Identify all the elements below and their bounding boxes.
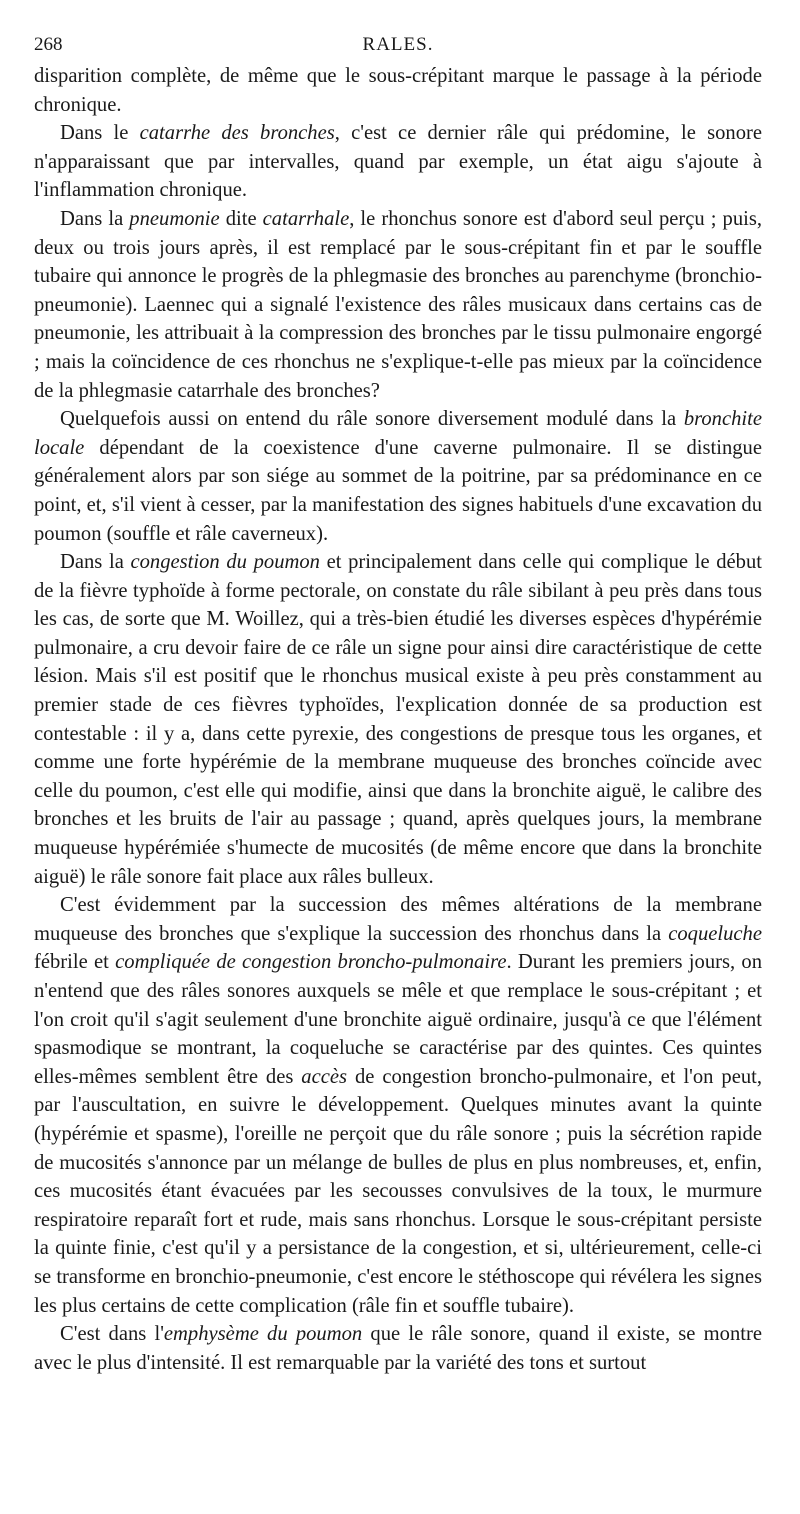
text-run: Quelquefois aussi on entend du râle sonore diversement modulé dans la: [60, 408, 684, 431]
running-title: RALES.: [362, 34, 434, 55]
text-run: C'est évidemment par la succession des mêmes altérations de la membrane muqueuse des bronches que s'explique la succession des rhonchus dans la: [34, 894, 762, 945]
paragraph: [34, 119, 762, 205]
text-run: dépendant de la coexistence d'une caverne pulmonaire. Il se distingue généralement alors par son siége au sommet de la poitrine, par sa prédominance en ce point, et, s'il vient à cesser, par la manifestation des signes habituels d'une excavation du poumon (souffle et râle caverneux).: [34, 436, 762, 545]
paragraph: [34, 405, 762, 548]
body-text: [34, 62, 762, 1377]
italic-term: congestion du poumon: [130, 551, 320, 574]
text-run: que le râle sonore, quand il existe, se montre avec le plus d'intensité. Il est remarquable par la variété des tons et surtout: [34, 1323, 762, 1374]
text-run: Dans la: [60, 207, 130, 230]
italic-term: catarrhale: [262, 207, 350, 230]
text-run: . Durant les premiers jours, on n'entend que des râles sonores auxquels se mêle et que remplace le sous-crépitant ; et l'on croit qu'il s'agit seulement d'une bronchite aiguë ordinaire, jusqu'à ce que l'élément spasmodique se montrant, la coqueluche se caractérise par des quintes. Ces quintes elles-mêmes semblent être des: [34, 951, 763, 1088]
text-run: disparition complète, de même que le sous-crépitant marque le passage à la période chronique.: [34, 65, 762, 116]
paragraph: [34, 62, 762, 119]
paragraph: [34, 205, 762, 405]
italic-term: compliquée de congestion broncho-pulmonaire: [115, 951, 507, 974]
text-run: Dans la: [60, 551, 131, 574]
text-run: Dans le: [60, 122, 140, 145]
italic-term: pneumonie: [129, 207, 220, 230]
italic-term: accès: [301, 1065, 348, 1088]
paragraph: [34, 891, 762, 1320]
text-run: , le rhonchus sonore est d'abord seul perçu ; puis, deux ou trois jours après, il est remplacé par le sous-crépitant fin et par le souffle tubaire qui annonce le progrès de la phlegmasie des bronches au parenchyme (bronchio-pneumonie). Laennec qui a signalé l'existence des râles musicaux dans certains cas de pneumonie, les attribuait à la compression des bronches par le tissu pulmonaire engorgé ; mais la coïncidence de ces rhonchus ne s'explique-t-elle pas mieux par la coïncidence de la phlegmasie catarrhale des bronches?: [34, 207, 763, 402]
paragraph: [34, 1320, 762, 1377]
text-run: fébrile et: [34, 951, 116, 974]
text-run: dite: [219, 207, 263, 230]
italic-term: emphysème du poumon: [163, 1323, 363, 1346]
text-run: de congestion broncho-pulmonaire, et l'on peut, par l'auscultation, en suivre le développement. Quelques minutes avant la quinte (hypérémie et spasme), l'oreille ne perçoit que du râle sonore ; puis la sécrétion rapide de mucosités s'annonce par un mélange de bulles de plus en plus nombreuses, et, enfin, ces mucosités étant évacuées par les secousses convulsives de la toux, le murmure respiratoire reparaît fort et rude, mais sans rhonchus. Lorsque le sous-crépitant persiste la quinte finie, c'est qu'il y a persistance de la congestion, et si, ultérieurement, celle-ci se transforme en bronchio-pneumonie, c'est encore le stéthoscope qui révélera les signes les plus certains de cette complication (râle fin et souffle tubaire).: [34, 1065, 763, 1317]
page-number: 268: [34, 34, 63, 55]
text-run: C'est dans l': [60, 1323, 164, 1346]
italic-term: catarrhe des bronches: [139, 122, 335, 145]
running-head: [34, 28, 762, 62]
text-run: , c'est ce dernier râle qui prédomine, le sonore n'apparaissant que par intervalles, quand par exemple, un état aigu s'ajoute à l'inflammation chronique.: [34, 122, 763, 202]
italic-term: coqueluche: [668, 922, 762, 945]
paragraph: [34, 548, 762, 891]
italic-term: bronchite locale: [34, 408, 762, 459]
text-run: et principalement dans celle qui complique le début de la fièvre typhoïde à forme pectorale, on constate du râle sibilant à peu près dans tous les cas, de sorte que M. Woillez, qui a très-bien étudié les diverses espèces d'hypérémie pulmonaire, a cru devoir faire de ce râle un signe pour ainsi dire caractéristique de cette lésion. Mais s'il est positif que le rhonchus musical existe à peu près constamment au premier stade de ces fièvres typhoïdes, l'explication donnée de sa production est contestable : il y a, dans cette pyrexie, des congestions de presque tous les organes, et comme une forte hypérémie de la membrane muqueuse des bronches coïncide avec celle du poumon, c'est elle qui modifie, ainsi que dans la bronchite aiguë, le calibre des bronches et les bruits de l'air au passage ; quand, après quelques jours, la membrane muqueuse hypérémiée s'humecte de mucosités (de même encore que dans la bronchite aiguë) le râle sonore fait place aux râles bulleux.: [34, 551, 762, 888]
